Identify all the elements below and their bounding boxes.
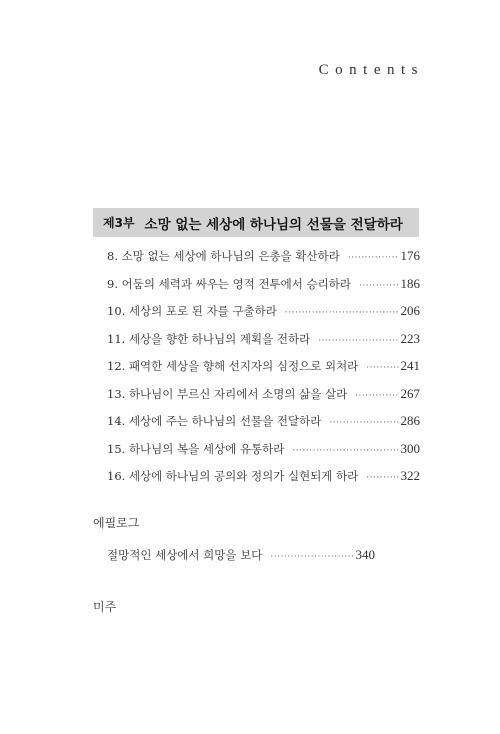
toc-entry-title: 15. 하나님의 복을 세상에 유통하라 [107,441,285,456]
toc-entry[interactable] [107,325,420,353]
leader-dots [292,438,398,466]
part-title: 소망 없는 세상에 하나님의 선물을 전달하라 [144,216,403,233]
toc-entry[interactable] [107,462,420,490]
toc-entry[interactable] [107,352,420,380]
toc-entry-page: 186 [400,275,420,291]
leader-dots [366,355,398,383]
leader-dots [329,410,398,438]
epilogue-entry[interactable] [107,541,375,569]
toc-entry-title: 16. 세상에 하나님의 공의와 정의가 실현되게 하라 [107,469,359,483]
toc-entry-title: 8. 소망 없는 세상에 하나님의 은총을 확산하라 [107,249,340,263]
toc-entry-title: 12. 패역한 세상을 향해 선지자의 심정으로 외쳐라 [107,359,359,373]
leader-dots [366,465,398,493]
toc-entry[interactable] [107,270,420,298]
toc-entry-page: 300 [400,440,420,456]
epilogue-label: 에필로그 [93,516,140,530]
toc-entry[interactable] [107,242,420,270]
part-3-header [93,208,419,237]
toc-entry-page: 267 [400,385,420,401]
part-label: 제3부 [103,216,135,230]
leader-dots [348,245,399,273]
toc-entry-title: 10. 세상의 포로 된 자를 구출하라 [107,304,277,318]
toc-entry[interactable] [107,297,420,325]
toc-entry-page: 322 [400,468,420,483]
toc-entry-page: 340 [355,547,375,562]
toc-entry-page: 176 [400,248,420,263]
toc-entry-page: 206 [400,303,420,318]
toc-entry-title: 11. 세상을 향한 하나님의 계획을 전하라 [107,331,311,346]
toc-entry-title: 14. 세상에 주는 하나님의 선물을 전달하라 [107,414,322,428]
toc-entry[interactable] [107,435,420,463]
notes-label: 미주 [93,600,117,614]
toc-entry-page: 241 [400,358,420,373]
toc-entry[interactable] [107,380,420,408]
leader-dots [359,273,399,301]
leader-dots [355,383,398,411]
chapter-list [107,242,420,490]
leader-dots [270,544,353,572]
contents-heading: Contents [318,62,424,78]
leader-dots [318,328,398,356]
leader-dots [285,300,399,328]
toc-entry-page: 286 [400,413,420,428]
toc-entry[interactable] [107,407,420,435]
toc-entry-title: 9. 어둠의 세력과 싸우는 영적 전투에서 승리하라 [107,276,351,291]
toc-entry-title: 절망적인 세상에서 희망을 보다 [107,548,263,562]
toc-entry-page: 223 [400,330,420,346]
toc-entry-title: 13. 하나님이 부르신 자리에서 소명의 삶을 살라 [107,386,348,401]
